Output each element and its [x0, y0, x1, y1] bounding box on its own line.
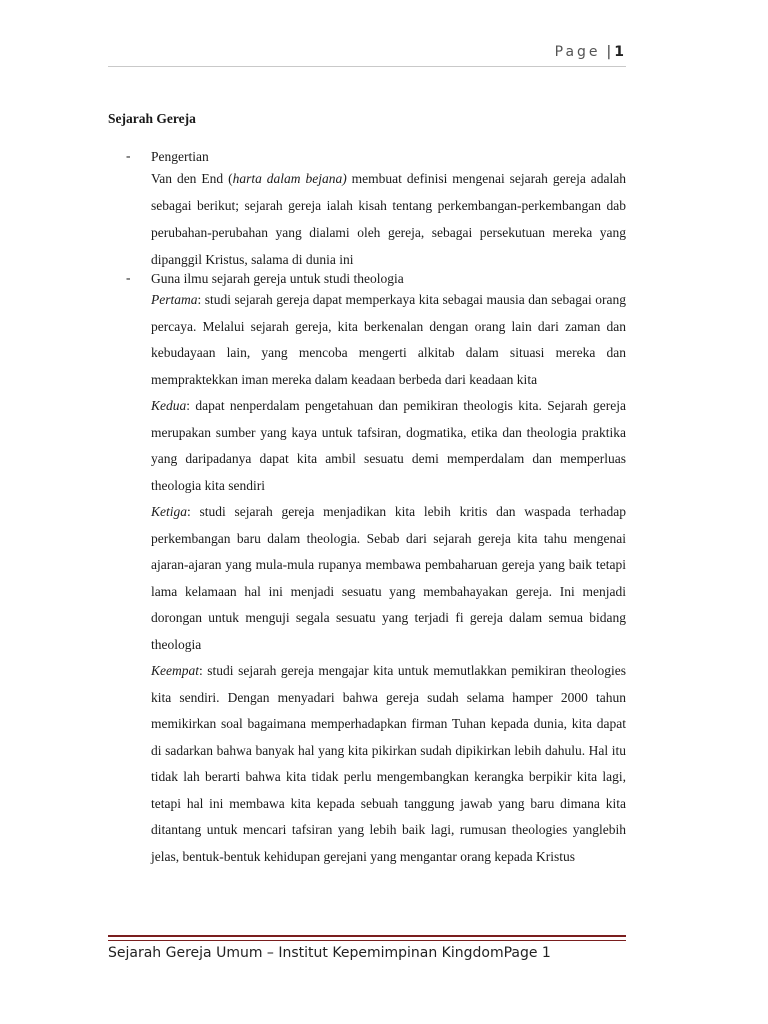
page-number: 1: [614, 44, 624, 60]
document-title: Sejarah Gereja: [108, 111, 196, 126]
paragraph-italic: Keempat: [151, 663, 199, 678]
header-rule: [108, 66, 626, 67]
page-separator: |: [606, 44, 612, 60]
paragraph-pertama: [151, 287, 626, 393]
page-footer: Sejarah Gereja Umum – Institut Kepemimpinan KingdomPage 1: [108, 945, 551, 961]
paragraph-text: : studi sejarah gereja menjadikan kita lebih kritis dan waspada terhadap perkembangan baru dalam theologia. Sebab dari sejarah gereja kita tahu mengenai ajaran-ajaran yang mula-mula rupanya membawa pembaharuan gereja yang baik tetapi lama kelamaan hal ini menjadi sesuatu yang membahayakan gereja. Ini menjadi dorongan untuk menguji segala sesuatu yang terjadi fi gereja dalam semua bidang theologia: [151, 504, 626, 652]
paragraph: [151, 165, 626, 273]
paragraph-italic: Ketiga: [151, 504, 187, 519]
paragraph-keempat: [151, 658, 626, 870]
document-body: [108, 148, 626, 870]
paragraph-text: : dapat nenperdalam pengetahuan dan pemikiran theologis kita. Sejarah gereja merupakan sumber yang kaya untuk tafsiran, dogmatika, etika dan theologia praktika yang daripadanya dapat kita ambil sesuatu demi memperdalam dan memperluas theologia kita sendiri: [151, 398, 626, 493]
bullet-dash: -: [126, 148, 131, 163]
paragraph-ketiga: [151, 499, 626, 658]
paragraph-kedua: [151, 393, 626, 499]
footer-rule: [108, 935, 626, 941]
bullet-dash: -: [126, 270, 131, 285]
paragraph-italic: harta dalam bejana): [232, 171, 347, 186]
section-heading: Pengertian: [151, 149, 209, 164]
section-guna-ilmu: [108, 270, 626, 870]
section-pengertian: [108, 148, 626, 273]
page-header: [555, 44, 624, 60]
page-label: Page: [554, 44, 601, 60]
paragraph-text: : studi sejarah gereja mengajar kita untuk memutlakkan pemikiran theologies kita sendiri. Dengan menyadari bahwa gereja sudah selama hamper 2000 tahun memikirkan soal bagaimana memperhadapkan firman Tuhan kepada dunia, kita dapat di sadarkan bahwa banyak hal yang kita pikirkan sudah dipikirkan lebih dahulu. Hal itu tidak lah berarti bahwa kita tidak perlu mengembangkan kerangka berpikir kita lagi, tetapi hal ini membawa kita kepada sebuah tanggung jawab yang baru dimana kita ditantang untuk mencari tafsiran yang lebih baik lagi, rumusan theologies yanglebih jelas, bentuk-bentuk kehidupan gerejani yang mengantar orang kepada Kristus: [151, 663, 626, 864]
section-heading: Guna ilmu sejarah gereja untuk studi theologia: [151, 271, 404, 286]
paragraph-text: membuat definisi mengenai sejarah gereja adalah sebagai berikut; sejarah gereja ialah kisah tentang perkembangan-perkembangan dab perubahan-perubahan yang dialami oleh gereja, sebagai persekutuan mereka yang dipanggil Kristus, salama di dunia ini: [151, 171, 626, 267]
paragraph-text: : studi sejarah gereja dapat memperkaya kita sebagai mausia dan sebagai orang percaya. Melalui sejarah gereja, kita berkenalan dengan orang lain dari zaman dan kebudayaan lain, yang mencoba mengerti alkitab dalam situasi mereka dan mempraktekkan iman mereka dalam keadaan berbeda dari keadaan kita: [151, 292, 626, 387]
paragraph-lead: Van den End (: [151, 171, 233, 186]
paragraph-italic: Kedua: [151, 398, 187, 413]
paragraph-italic: Pertama: [151, 292, 198, 307]
